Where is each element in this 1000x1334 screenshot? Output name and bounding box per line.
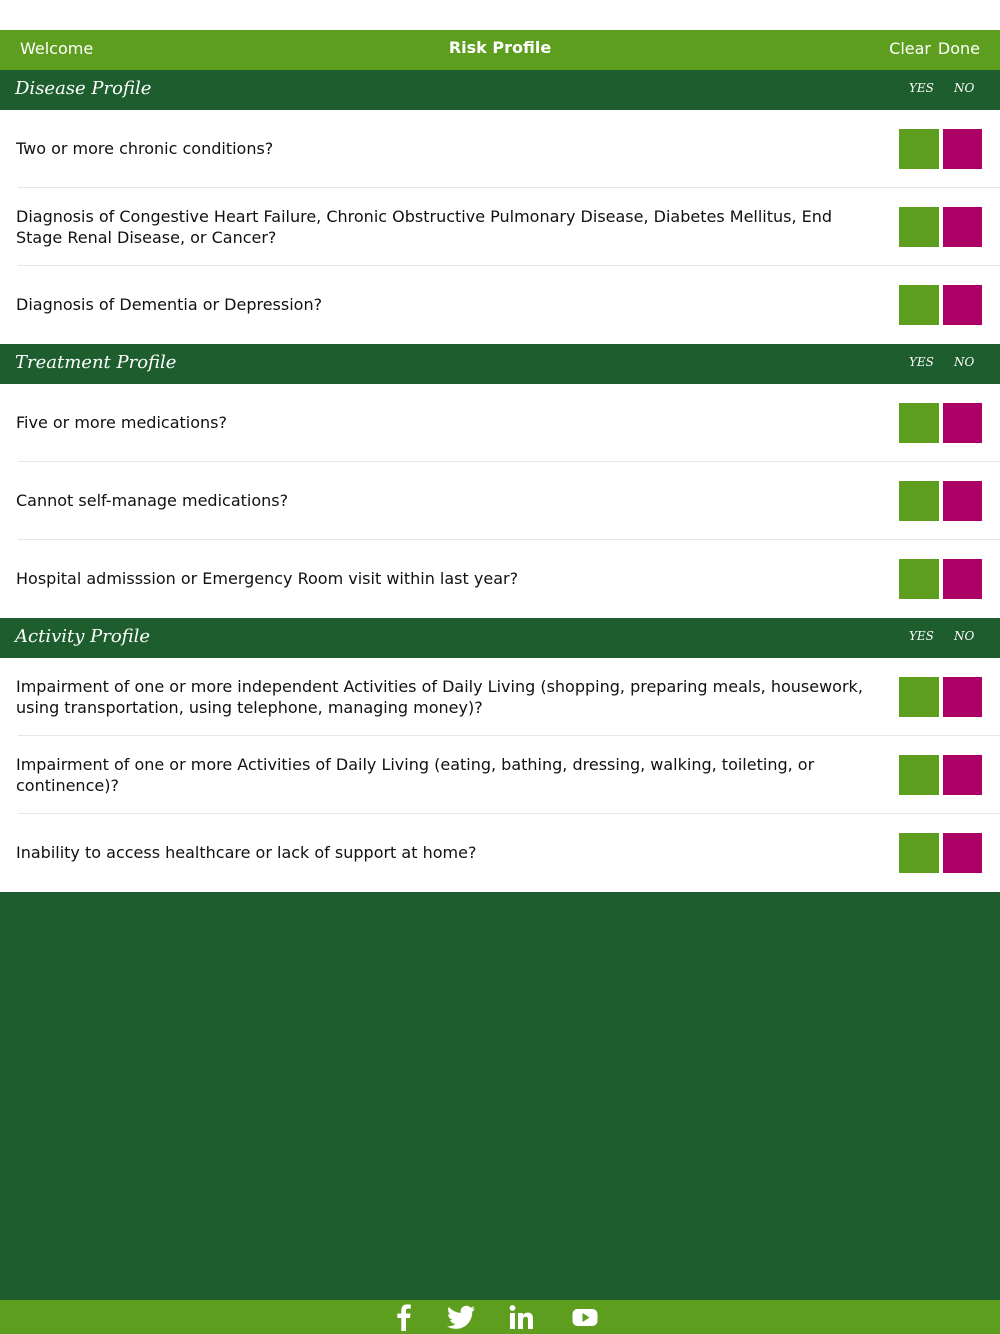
yes-button[interactable] [899, 129, 939, 169]
yes-button[interactable] [899, 481, 939, 521]
social-bar [0, 1300, 1000, 1334]
question-text: Inability to access healthcare or lack of support at home? [16, 843, 477, 862]
no-button[interactable] [943, 755, 982, 795]
yes-button[interactable] [899, 677, 939, 717]
question-row [0, 540, 1000, 618]
status-bar [0, 0, 1000, 30]
question-row [0, 814, 1000, 892]
yes-button[interactable] [899, 755, 939, 795]
no-button[interactable] [943, 129, 982, 169]
section-title: Activity Profile [15, 626, 151, 647]
question-row [0, 188, 1000, 266]
yes-button[interactable] [899, 833, 939, 873]
no-button[interactable] [943, 285, 982, 325]
no-button[interactable] [943, 677, 982, 717]
no-button[interactable] [943, 833, 982, 873]
no-button[interactable] [943, 481, 982, 521]
background-panel [0, 892, 1000, 1300]
question-row [0, 384, 1000, 462]
question-row [0, 266, 1000, 344]
no-column-label: NO [954, 355, 975, 369]
yes-button[interactable] [899, 559, 939, 599]
question-text: Impairment of one or more independent Activities of Daily Living (shopping, preparing meals, housework, using transportation, using telephone, managing money)? [16, 676, 863, 717]
section-header-treatment [0, 344, 1000, 384]
question-text: Cannot self-manage medications? [16, 491, 289, 510]
clear-button[interactable]: Clear [889, 39, 931, 58]
welcome-back-button[interactable]: Welcome [20, 39, 94, 58]
yes-button[interactable] [899, 285, 939, 325]
navigation-bar [0, 30, 1000, 70]
no-button[interactable] [943, 403, 982, 443]
question-row [0, 736, 1000, 814]
facebook-icon[interactable] [394, 1302, 414, 1332]
question-text: Impairment of one or more Activities of Daily Living (eating, bathing, dressing, walking, toileting, or continence)? [16, 754, 815, 795]
section-title: Disease Profile [15, 78, 152, 99]
question-text: Five or more medications? [16, 413, 227, 432]
question-text: Diagnosis of Dementia or Depression? [16, 295, 323, 314]
yes-button[interactable] [899, 207, 939, 247]
question-row [0, 462, 1000, 540]
section-header-activity [0, 618, 1000, 658]
linkedin-icon[interactable] [507, 1302, 535, 1332]
no-button[interactable] [943, 207, 982, 247]
section-header-disease [0, 70, 1000, 110]
question-text: Diagnosis of Congestive Heart Failure, Chronic Obstructive Pulmonary Disease, Diabetes Mellitus, End Stage Renal Disease, or Cancer? [16, 206, 833, 247]
no-column-label: NO [954, 81, 975, 95]
question-text: Hospital admisssion or Emergency Room visit within last year? [16, 569, 519, 588]
page-title: Risk Profile [448, 38, 552, 57]
question-row [0, 110, 1000, 188]
youtube-icon[interactable] [571, 1302, 599, 1332]
question-text: Two or more chronic conditions? [16, 139, 274, 158]
no-button[interactable] [943, 559, 982, 599]
twitter-icon[interactable] [445, 1302, 477, 1332]
question-row [0, 658, 1000, 736]
yes-button[interactable] [899, 403, 939, 443]
no-column-label: NO [954, 629, 975, 643]
yes-column-label: YES [909, 355, 934, 369]
yes-column-label: YES [909, 81, 934, 95]
section-title: Treatment Profile [15, 352, 177, 373]
yes-column-label: YES [909, 629, 934, 643]
done-button[interactable]: Done [937, 39, 980, 58]
